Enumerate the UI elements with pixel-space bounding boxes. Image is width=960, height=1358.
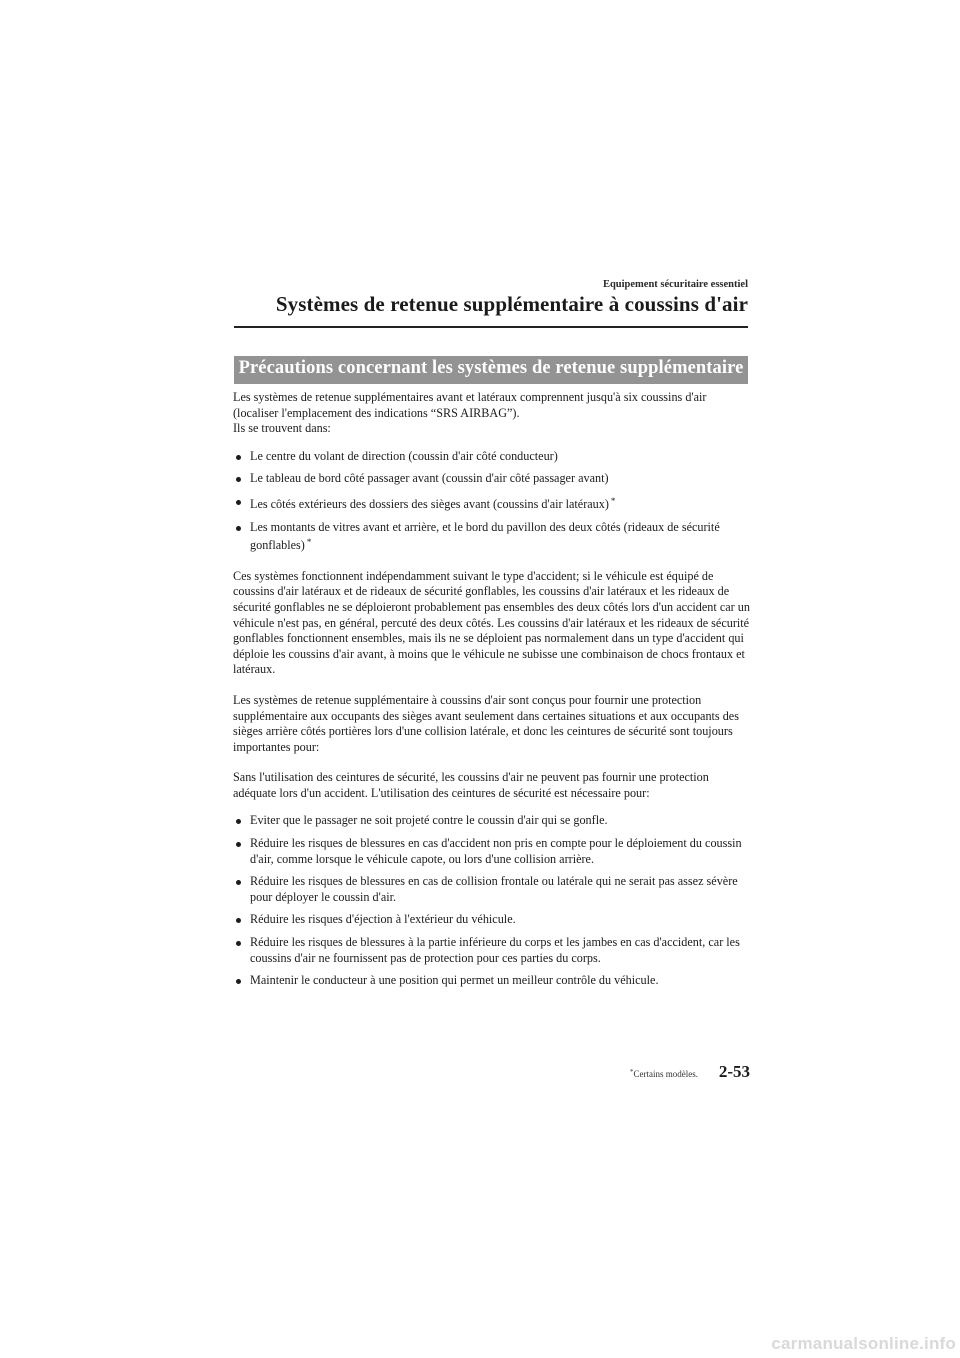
list-item <box>233 836 753 867</box>
airbag-locations-list <box>233 449 753 554</box>
list-item-text: Eviter que le passager ne soit projeté contre le coussin d'air qui se gonfle. <box>250 813 608 828</box>
list-item-text: Le centre du volant de direction (coussin d'air côté conducteur) <box>250 448 558 463</box>
list-item-text: Réduire les risques de blessures à la partie inférieure du corps et les jambes en cas d'accident, car les coussins d'air ne fournissent pas de protection pour ces parties du corps. <box>250 935 740 965</box>
page-number: 2-53 <box>718 1062 750 1081</box>
optional-equipment-star: * <box>610 495 616 506</box>
seatbelt-purposes-list <box>233 813 753 988</box>
bullet-icon <box>236 941 241 946</box>
bullet-icon <box>236 477 241 482</box>
list-item-text: Les montants de vitres avant et arrière, et le bord du pavillon des deux côtés (rideaux de sécurité gonflables) <box>250 519 720 553</box>
list-item-text: Réduire les risques de blessures en cas d'accident non pris en compte pour le déploiement du coussin d'air, comme lorsque le véhicule capote, ou lors d'une collision arrière. <box>250 836 742 866</box>
bullet-icon <box>236 880 241 885</box>
section-title: Précautions concernant les systèmes de retenue supplémentaire <box>238 358 744 378</box>
list-item <box>233 912 753 928</box>
list-item <box>233 813 753 829</box>
list-item <box>233 471 753 487</box>
list-item-text: Maintenir le conducteur à une position qui permet un meilleur contrôle du véhicule. <box>250 973 659 988</box>
list-item <box>233 935 753 966</box>
intro-lead: Ils se trouvent dans: <box>233 421 331 436</box>
body-paragraph: Les systèmes de retenue supplémentaire à coussins d'air sont conçus pour fournir une protection supplémentaire aux occupants des sièges avant seulement dans certaines situations et aux occupants des sièges arrière côtés portières lors d'une collision latérale, et donc les ceintures de sécurité sont toujours importantes pour: <box>233 692 739 754</box>
bullet-icon <box>236 500 241 505</box>
list-item <box>233 874 753 905</box>
list-item-text: Le tableau de bord côté passager avant (coussin d'air côté passager avant) <box>250 471 609 486</box>
body-paragraph: Sans l'utilisation des ceintures de sécurité, les coussins d'air ne peuvent pas fournir une protection adéquate lors d'un accident. L'utilisation des ceintures de sécurité est nécessaire pour: <box>233 770 709 800</box>
bullet-icon <box>236 918 241 923</box>
bullet-icon <box>236 979 241 984</box>
footnote <box>560 1068 698 1079</box>
list-item-text: Les côtés extérieurs des dossiers des sièges avant (coussins d'air latéraux) <box>250 496 609 511</box>
list-item <box>233 520 753 554</box>
bullet-icon <box>236 842 241 847</box>
optional-equipment-star: * <box>306 537 312 548</box>
footnote-text: Certains modèles. <box>633 1069 698 1079</box>
list-item-text: Réduire les risques de blessures en cas de collision frontale ou latérale qui ne serait pas assez sévère pour déployer le coussin d'air. <box>250 874 738 904</box>
section-body <box>233 390 753 996</box>
body-paragraph: Ces systèmes fonctionnent indépendamment suivant le type d'accident; si le véhicule est équipé de coussins d'air latéraux et de rideaux de sécurité gonflables, les coussins d'air latéraux et les rideaux de sécurité gonflables ne se déploieront probablement pas ensembles des deux côtés lors d'un accident car un véhicule n'est pas, en général, percuté des deux côtés. Les coussins d'air latéraux et les rideaux de sécurité gonflables fonctionnent ensembles, mais ils ne se déploient pas normalement dans un type d'accident qui déploie les coussins d'air avant, à moins que le véhicule ne subisse une combinaison de chocs frontaux et latéraux. <box>233 568 750 677</box>
chapter-title: Systèmes de retenue supplémentaire à coussins d'air <box>275 292 748 316</box>
watermark: carmanualsonline.info <box>771 1334 956 1353</box>
footnote-star: * <box>630 1068 634 1076</box>
list-item <box>233 973 753 989</box>
list-item <box>233 494 753 513</box>
bullet-icon <box>236 455 241 460</box>
bullet-icon <box>236 526 241 531</box>
list-item-text: Réduire les risques d'éjection à l'extérieur du véhicule. <box>250 912 516 927</box>
intro-paragraph: Les systèmes de retenue supplémentaires avant et latéraux comprennent jusqu'à six coussins d'air (localiser l'emplacement des indications “SRS AIRBAG”). <box>233 390 707 420</box>
chapter-kicker: Equipement sécuritaire essentiel <box>602 279 748 290</box>
bullet-icon <box>236 819 241 824</box>
header-rule <box>234 326 748 328</box>
list-item <box>233 449 753 465</box>
